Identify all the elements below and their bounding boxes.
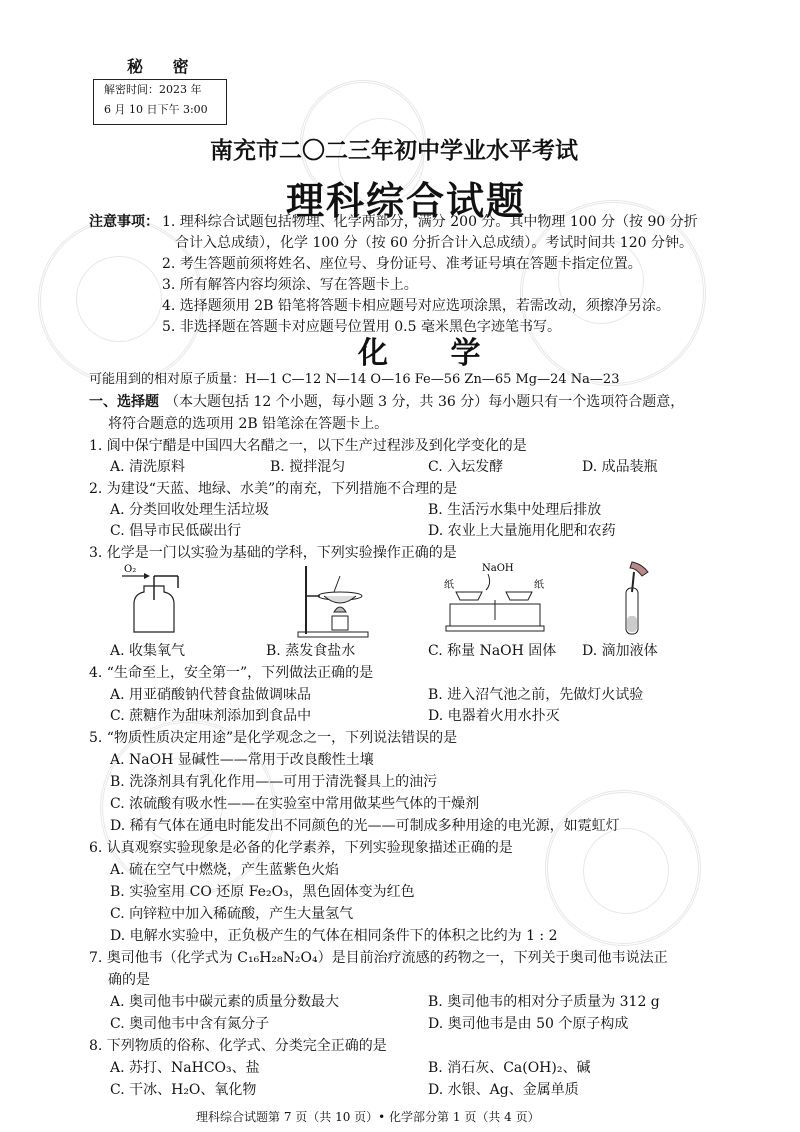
- question-stem: 4. “生命至上，安全第一”，下列做法正确的是: [89, 665, 374, 681]
- option: C. 入坛发酵: [428, 459, 504, 475]
- part-title: 一、选择题: [89, 394, 159, 410]
- naoh-label: NaOH: [482, 563, 514, 574]
- option: A. 清洗原料: [110, 459, 186, 475]
- atomic-masses: 可能用到的相对原子质量：H—1 C—12 N—14 O—16 Fe—56 Zn—65 Mg—24 Na—23: [89, 372, 620, 387]
- gas-bottle-figure: [118, 560, 198, 635]
- option: C. 向锌粒中加入稀硫酸，产生大量氢气: [110, 906, 354, 922]
- option: A. NaOH 显碱性——常用于改良酸性土壤: [110, 752, 374, 768]
- note-item: 1. 理科综合试题包括物理、化学两部分，满分 200 分。其中物理 100 分（按 90 分折: [162, 214, 698, 230]
- note-item: 4. 选择题须用 2B 铅笔将答题卡相应题号对应选项涂黑，若需改动，须擦净另涂。: [162, 298, 670, 314]
- option: C. 蔗糖作为甜味剂添加到食品中: [110, 708, 312, 724]
- watermark-seal: [545, 790, 701, 946]
- option: C. 奥司他韦中含有氮分子: [110, 1016, 270, 1032]
- option: A. 用亚硝酸钠代替食盐做调味品: [110, 687, 312, 703]
- option: A. 奥司他韦中碳元素的质量分数最大: [110, 994, 340, 1010]
- paper-title: 理科综合试题: [286, 178, 527, 223]
- option: D. 水银、Ag、金属单质: [428, 1082, 579, 1098]
- paper-label-right: 纸: [534, 580, 544, 591]
- option: D. 电器着火用水扑灭: [428, 708, 560, 724]
- option: B. 进入沼气池之前，先做灯火试验: [428, 687, 644, 703]
- option: D. 农业上大量施用化肥和农药: [428, 523, 616, 539]
- unseal-time-line1: 解密时间：2023 年: [104, 83, 202, 96]
- option: A. 硫在空气中燃烧，产生蓝紫色火焰: [110, 862, 340, 878]
- note-item: 3. 所有解答内容均须涂、写在答题卡上。: [162, 277, 418, 293]
- o2-label: O₂: [124, 564, 137, 575]
- notes-label: 注意事项：: [89, 214, 159, 230]
- question-stem: 2. 为建设“天蓝、地绿、水美”的南充，下列措施不合理的是: [89, 481, 458, 497]
- option: C. 倡导市民低碳出行: [110, 523, 242, 539]
- option: D. 奥司他韦是由 50 个原子构成: [428, 1016, 629, 1032]
- option: A. 苏打、NaHCO₃、盐: [110, 1060, 260, 1076]
- question-stem: 1. 阆中保宁醋是中国四大名醋之一，以下生产过程涉及到化学变化的是: [89, 438, 527, 454]
- option: B. 奥司他韦的相对分子质量为 312 g: [428, 994, 660, 1010]
- option: B. 洗涤剂具有乳化作用——可用于清洗餐具上的油污: [110, 774, 438, 790]
- option: C. 称量 NaOH 固体: [428, 643, 557, 659]
- balance-figure: [440, 560, 550, 640]
- option: D. 电解水实验中，正负极产生的气体在相同条件下的体积之比约为 1 : 2: [110, 928, 558, 944]
- option: D. 成品装瓶: [582, 459, 658, 475]
- note-item: 5. 非选择题在答题卡对应题号位置用 0.5 毫米黑色字迹笔书写。: [162, 319, 561, 335]
- option: B. 搅拌混匀: [270, 459, 346, 475]
- note-item: 合计入总成绩），化学 100 分（按 60 分折合计入总成绩）。考试时间共 120 分钟。: [175, 235, 693, 251]
- option: B. 消石灰、Ca(OH)₂、碱: [428, 1060, 591, 1076]
- unseal-time-line2: 6 月 10 日下午 3:00: [104, 103, 208, 116]
- option: D. 稀有气体在通电时能发出不同颜色的光——可制成多种用途的电光源，如霓虹灯: [110, 818, 620, 834]
- question-stem: 5. “物质性质决定用途”是化学观念之一，下列说法错误的是: [89, 730, 458, 746]
- paper-label-left: 纸: [444, 580, 454, 591]
- option: C. 浓硫酸有吸水性——在实验室中常用做某些气体的干燥剂: [110, 796, 480, 812]
- question-stem: 6. 认真观察实验现象是必备的化学素养，下列实验现象描述正确的是: [89, 840, 513, 856]
- dropper-figure: [608, 558, 658, 638]
- secret-label: 秘 密: [127, 57, 201, 76]
- page-footer: 理科综合试题第 7 页（共 10 页）• 化学部分第 1 页（共 4 页）: [196, 1110, 540, 1124]
- option: B. 实验室用 CO 还原 Fe₂O₃，黑色固体变为红色: [110, 884, 415, 900]
- question-stem: 3. 化学是一门以实验为基础的学科，下列实验操作正确的是: [89, 545, 457, 561]
- option: B. 生活污水集中处理后排放: [428, 502, 602, 518]
- option: D. 滴加液体: [582, 643, 658, 659]
- option: A. 收集氧气: [110, 643, 186, 659]
- option: B. 蒸发食盐水: [266, 643, 356, 659]
- option: C. 干冰、H₂O、氧化物: [110, 1082, 257, 1098]
- question-stem: 8. 下列物质的俗称、化学式、分类完全正确的是: [89, 1038, 387, 1054]
- part-desc: （本大题包括 12 个小题，每小题 3 分，共 36 分）每小题只有一个选项符合题意，: [165, 394, 685, 410]
- option: A. 分类回收处理生活垃圾: [110, 502, 270, 518]
- part-desc: 将符合题意的选项用 2B 铅笔涂在答题卡上。: [108, 416, 389, 432]
- evaporation-figure: [294, 560, 374, 640]
- exam-title: 南充市二〇二三年初中学业水平考试: [210, 137, 578, 164]
- note-item: 2. 考生答题前须将姓名、座位号、身份证号、准考证号填在答题卡指定位置。: [162, 256, 642, 272]
- question-stem-cont: 确的是: [108, 972, 150, 988]
- question-stem: 7. 奥司他韦（化学式为 C₁₆H₂₈N₂O₄）是目前治疗流感的药物之一，下列关于奥司他韦说法正: [89, 950, 668, 966]
- section-title: 化 学: [358, 336, 507, 371]
